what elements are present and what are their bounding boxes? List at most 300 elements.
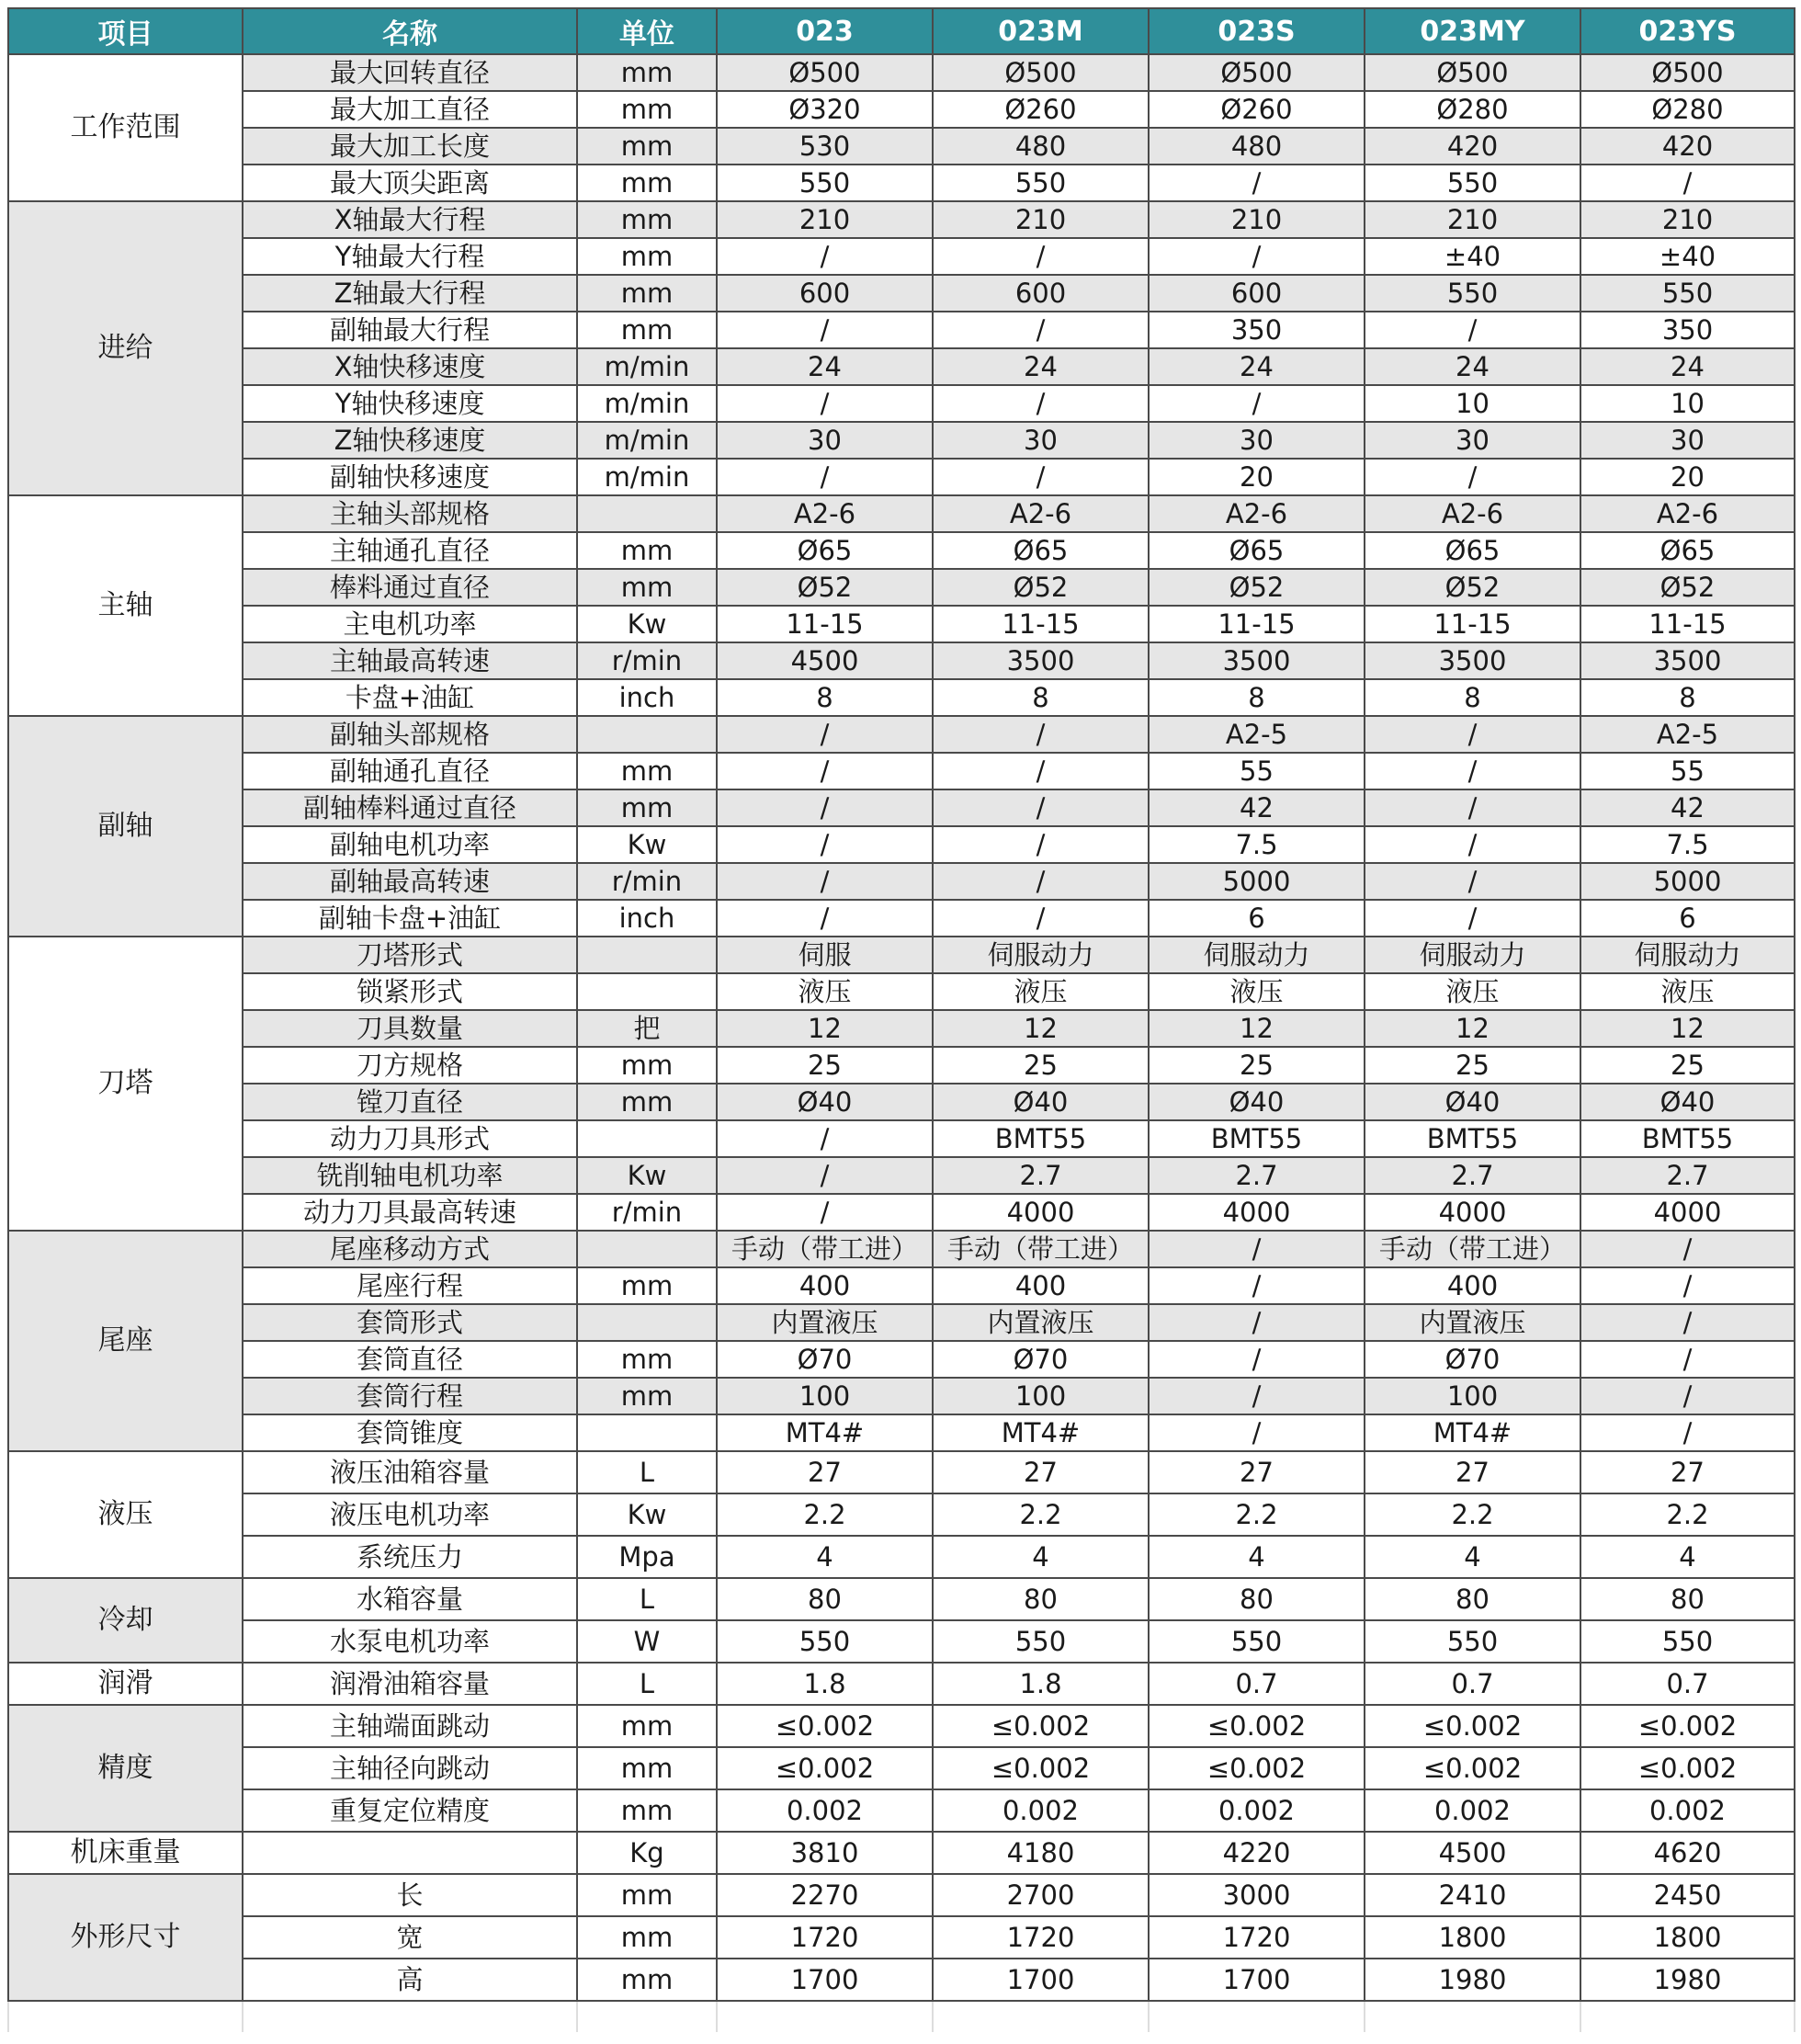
value-cell: / <box>717 459 933 495</box>
param-name: 刀塔形式 <box>243 937 577 973</box>
value-cell: 24 <box>717 348 933 385</box>
value-cell: Ø40 <box>1149 1084 1365 1120</box>
param-name: 主电机功率 <box>243 606 577 642</box>
value-cell: / <box>717 900 933 937</box>
value-cell: MT4# <box>717 1414 933 1451</box>
param-unit: mm <box>577 569 717 606</box>
table-row <box>8 569 1795 606</box>
value-cell: 液压 <box>1365 973 1580 1010</box>
param-name: 锁紧形式 <box>243 973 577 1010</box>
value-cell: 4500 <box>1365 1832 1580 1874</box>
value-cell: A2-6 <box>717 495 933 532</box>
value-cell: 4620 <box>1580 1832 1795 1874</box>
value-cell: 3000 <box>1149 1874 1365 1916</box>
value-cell: 12 <box>933 1010 1149 1047</box>
value-cell: 伺服动力 <box>1365 937 1580 973</box>
value-cell: 液压 <box>717 973 933 1010</box>
table-row <box>8 1536 1795 1578</box>
value-cell: 0.002 <box>1149 1789 1365 1832</box>
value-cell: 手动（带工进） <box>1365 1231 1580 1267</box>
value-cell: 1980 <box>1365 1959 1580 2001</box>
value-cell: Ø65 <box>1149 532 1365 569</box>
value-cell: 100 <box>933 1378 1149 1414</box>
value-cell: 3810 <box>717 1832 933 1874</box>
value-cell: 24 <box>1149 348 1365 385</box>
value-cell: Ø500 <box>933 54 1149 91</box>
empty-cell <box>717 2001 933 2032</box>
value-cell: / <box>1365 312 1580 348</box>
table-row <box>8 642 1795 679</box>
value-cell: Ø320 <box>717 91 933 128</box>
section-label: 液压 <box>8 1451 243 1578</box>
param-name: 尾座行程 <box>243 1267 577 1304</box>
value-cell: Ø52 <box>1149 569 1365 606</box>
value-cell: 30 <box>717 422 933 459</box>
value-cell: 1700 <box>1149 1959 1365 2001</box>
section-label: 机床重量 <box>8 1832 243 1874</box>
value-cell: 210 <box>1365 201 1580 238</box>
param-unit: mm <box>577 753 717 789</box>
value-cell: A2-6 <box>933 495 1149 532</box>
value-cell: 8 <box>1149 679 1365 716</box>
value-cell: 伺服动力 <box>1149 937 1365 973</box>
param-name: 系统压力 <box>243 1536 577 1578</box>
value-cell: Ø65 <box>1580 532 1795 569</box>
value-cell: 2.2 <box>933 1493 1149 1536</box>
value-cell: Ø65 <box>717 532 933 569</box>
value-cell: Ø40 <box>717 1084 933 1120</box>
empty-cell <box>1365 2001 1580 2032</box>
value-cell: ≤0.002 <box>1365 1705 1580 1747</box>
value-cell: Ø500 <box>1580 54 1795 91</box>
value-cell: 550 <box>1365 1620 1580 1663</box>
value-cell: 伺服 <box>717 937 933 973</box>
value-cell: 550 <box>717 165 933 201</box>
value-cell: Ø500 <box>717 54 933 91</box>
value-cell: ≤0.002 <box>933 1705 1149 1747</box>
value-cell: 2700 <box>933 1874 1149 1916</box>
value-cell: 24 <box>1580 348 1795 385</box>
spec-table <box>7 7 1795 2032</box>
param-name: 长 <box>243 1874 577 1916</box>
value-cell: 27 <box>1580 1451 1795 1493</box>
value-cell: 25 <box>1149 1047 1365 1084</box>
value-cell: 12 <box>1580 1010 1795 1047</box>
section-label: 外形尺寸 <box>8 1874 243 2001</box>
value-cell: 24 <box>933 348 1149 385</box>
value-cell: 25 <box>1580 1047 1795 1084</box>
value-cell: 2.7 <box>933 1157 1149 1194</box>
value-cell: 1800 <box>1580 1916 1795 1959</box>
table-row <box>8 1084 1795 1120</box>
param-unit: inch <box>577 679 717 716</box>
empty-cell <box>8 2001 243 2032</box>
param-unit: mm <box>577 1916 717 1959</box>
value-cell: 80 <box>717 1578 933 1620</box>
param-name: 液压油箱容量 <box>243 1451 577 1493</box>
param-name: Z轴最大行程 <box>243 275 577 312</box>
value-cell: / <box>1580 165 1795 201</box>
param-name: 刀具数量 <box>243 1010 577 1047</box>
value-cell: 4000 <box>933 1194 1149 1231</box>
table-row <box>8 165 1795 201</box>
param-name: 铣削轴电机功率 <box>243 1157 577 1194</box>
value-cell: / <box>933 789 1149 826</box>
value-cell: 4180 <box>933 1832 1149 1874</box>
value-cell: 7.5 <box>1149 826 1365 863</box>
value-cell: 42 <box>1149 789 1365 826</box>
param-unit: W <box>577 1620 717 1663</box>
value-cell: 550 <box>1149 1620 1365 1663</box>
table-row <box>8 238 1795 275</box>
value-cell: 4220 <box>1149 1832 1365 1874</box>
value-cell: 伺服动力 <box>1580 937 1795 973</box>
param-unit: mm <box>577 1267 717 1304</box>
param-unit: r/min <box>577 1194 717 1231</box>
param-name: X轴最大行程 <box>243 201 577 238</box>
value-cell: A2-5 <box>1580 716 1795 753</box>
value-cell: 4000 <box>1149 1194 1365 1231</box>
param-name: 副轴电机功率 <box>243 826 577 863</box>
param-unit: mm <box>577 128 717 165</box>
value-cell: ≤0.002 <box>1365 1747 1580 1789</box>
value-cell: Ø260 <box>933 91 1149 128</box>
section-label: 润滑 <box>8 1663 243 1705</box>
value-cell: Ø65 <box>1365 532 1580 569</box>
param-unit: mm <box>577 789 717 826</box>
value-cell: 210 <box>933 201 1149 238</box>
value-cell: 3500 <box>1365 642 1580 679</box>
value-cell: 4 <box>933 1536 1149 1578</box>
value-cell: / <box>933 900 1149 937</box>
param-unit: m/min <box>577 422 717 459</box>
value-cell: 27 <box>1149 1451 1365 1493</box>
value-cell: 11-15 <box>717 606 933 642</box>
value-cell: 0.002 <box>1580 1789 1795 1832</box>
value-cell: ≤0.002 <box>1149 1705 1365 1747</box>
value-cell: 液压 <box>1149 973 1365 1010</box>
value-cell: / <box>717 238 933 275</box>
param-name <box>243 1832 577 1874</box>
param-unit: mm <box>577 54 717 91</box>
table-row <box>8 385 1795 422</box>
param-name: 主轴最高转速 <box>243 642 577 679</box>
table-row <box>8 937 1795 973</box>
value-cell: 42 <box>1580 789 1795 826</box>
value-cell: / <box>1365 789 1580 826</box>
param-name: 副轴卡盘+油缸 <box>243 900 577 937</box>
value-cell: 2.7 <box>1365 1157 1580 1194</box>
param-name: 高 <box>243 1959 577 2001</box>
value-cell: 10 <box>1580 385 1795 422</box>
table-row <box>8 1874 1795 1916</box>
value-cell: / <box>717 863 933 900</box>
param-unit: mm <box>577 532 717 569</box>
param-unit: mm <box>577 91 717 128</box>
param-unit: mm <box>577 201 717 238</box>
value-cell: / <box>1149 238 1365 275</box>
value-cell: 1800 <box>1365 1916 1580 1959</box>
param-unit: Kw <box>577 1493 717 1536</box>
empty-cell <box>1580 2001 1795 2032</box>
value-cell: 8 <box>717 679 933 716</box>
empty-cell <box>1149 2001 1365 2032</box>
param-unit: r/min <box>577 863 717 900</box>
param-name: 动力刀具最高转速 <box>243 1194 577 1231</box>
table-row <box>8 973 1795 1010</box>
value-cell: 0.7 <box>1365 1663 1580 1705</box>
table-row <box>8 1747 1795 1789</box>
value-cell: 液压 <box>1580 973 1795 1010</box>
value-cell: 25 <box>1365 1047 1580 1084</box>
value-cell: 内置液压 <box>933 1304 1149 1341</box>
table-row <box>8 128 1795 165</box>
value-cell: / <box>1149 1414 1365 1451</box>
param-unit: Mpa <box>577 1536 717 1578</box>
value-cell: 30 <box>933 422 1149 459</box>
table-row <box>8 1010 1795 1047</box>
value-cell: ±40 <box>1580 238 1795 275</box>
param-unit: mm <box>577 312 717 348</box>
value-cell: / <box>1365 900 1580 937</box>
param-name: 润滑油箱容量 <box>243 1663 577 1705</box>
value-cell: 550 <box>1365 275 1580 312</box>
table-row <box>8 201 1795 238</box>
table-row <box>8 459 1795 495</box>
value-cell: 400 <box>717 1267 933 1304</box>
value-cell: / <box>717 1157 933 1194</box>
table-row <box>8 753 1795 789</box>
value-cell: 0.7 <box>1149 1663 1365 1705</box>
value-cell: / <box>1580 1304 1795 1341</box>
value-cell: 4500 <box>717 642 933 679</box>
param-name: 刀方规格 <box>243 1047 577 1084</box>
value-cell: 2.7 <box>1149 1157 1365 1194</box>
value-cell: 5000 <box>1149 863 1365 900</box>
header-row <box>8 8 1795 54</box>
value-cell: A2-6 <box>1149 495 1365 532</box>
value-cell: 210 <box>1149 201 1365 238</box>
value-cell: 550 <box>933 1620 1149 1663</box>
value-cell: 5000 <box>1580 863 1795 900</box>
value-cell: / <box>1149 1231 1365 1267</box>
value-cell: 1980 <box>1580 1959 1795 2001</box>
value-cell: / <box>1365 863 1580 900</box>
value-cell: 25 <box>717 1047 933 1084</box>
param-unit <box>577 1304 717 1341</box>
empty-cell <box>577 2001 717 2032</box>
table-row <box>8 1451 1795 1493</box>
value-cell: 350 <box>1580 312 1795 348</box>
param-unit: mm <box>577 1874 717 1916</box>
value-cell: 100 <box>1365 1378 1580 1414</box>
param-unit: mm <box>577 1705 717 1747</box>
value-cell: 2410 <box>1365 1874 1580 1916</box>
value-cell: 80 <box>1149 1578 1365 1620</box>
value-cell: 1.8 <box>717 1663 933 1705</box>
value-cell: 伺服动力 <box>933 937 1149 973</box>
value-cell: ≤0.002 <box>717 1747 933 1789</box>
param-name: 最大回转直径 <box>243 54 577 91</box>
value-cell: / <box>1149 1341 1365 1378</box>
value-cell: / <box>717 826 933 863</box>
param-name: 重复定位精度 <box>243 1789 577 1832</box>
param-unit: m/min <box>577 385 717 422</box>
value-cell: Ø40 <box>1365 1084 1580 1120</box>
value-cell: ≤0.002 <box>1580 1747 1795 1789</box>
value-cell: / <box>1149 165 1365 201</box>
value-cell: 30 <box>1365 422 1580 459</box>
header-model-023s: 023S <box>1149 8 1365 54</box>
value-cell: / <box>933 385 1149 422</box>
value-cell: 6 <box>1580 900 1795 937</box>
param-name: 套筒直径 <box>243 1341 577 1378</box>
param-name: 主轴通孔直径 <box>243 532 577 569</box>
table-row <box>8 1493 1795 1536</box>
param-name: 套筒行程 <box>243 1378 577 1414</box>
table-row <box>8 312 1795 348</box>
table-row <box>8 1789 1795 1832</box>
table-row <box>8 1663 1795 1705</box>
param-unit <box>577 937 717 973</box>
empty-cell <box>933 2001 1149 2032</box>
param-unit: mm <box>577 1959 717 2001</box>
value-cell: / <box>1365 716 1580 753</box>
value-cell: 3500 <box>1149 642 1365 679</box>
value-cell: BMT55 <box>933 1120 1149 1157</box>
value-cell: 11-15 <box>1580 606 1795 642</box>
table-row <box>8 91 1795 128</box>
param-name: Z轴快移速度 <box>243 422 577 459</box>
param-unit: L <box>577 1663 717 1705</box>
param-name: 尾座移动方式 <box>243 1231 577 1267</box>
table-row <box>8 1304 1795 1341</box>
table-row <box>8 1267 1795 1304</box>
param-unit: mm <box>577 238 717 275</box>
value-cell: Ø280 <box>1365 91 1580 128</box>
value-cell: / <box>717 1194 933 1231</box>
value-cell: ≤0.002 <box>1149 1747 1365 1789</box>
param-name: 卡盘+油缸 <box>243 679 577 716</box>
value-cell: / <box>1365 459 1580 495</box>
section-label: 冷却 <box>8 1578 243 1663</box>
param-unit <box>577 1414 717 1451</box>
value-cell: 1720 <box>717 1916 933 1959</box>
value-cell: 55 <box>1149 753 1365 789</box>
empty-row <box>8 2001 1795 2032</box>
value-cell: BMT55 <box>1149 1120 1365 1157</box>
value-cell: 24 <box>1365 348 1580 385</box>
value-cell: 30 <box>1149 422 1365 459</box>
value-cell: / <box>1149 385 1365 422</box>
value-cell: 480 <box>1149 128 1365 165</box>
param-unit: 把 <box>577 1010 717 1047</box>
value-cell: A2-6 <box>1580 495 1795 532</box>
param-name: 水泵电机功率 <box>243 1620 577 1663</box>
param-unit <box>577 716 717 753</box>
value-cell: 350 <box>1149 312 1365 348</box>
table-row <box>8 1378 1795 1414</box>
value-cell: Ø40 <box>933 1084 1149 1120</box>
value-cell: 2.7 <box>1580 1157 1795 1194</box>
value-cell: 550 <box>1580 275 1795 312</box>
value-cell: Ø70 <box>1365 1341 1580 1378</box>
param-unit: Kw <box>577 606 717 642</box>
value-cell: / <box>1149 1267 1365 1304</box>
value-cell: 20 <box>1580 459 1795 495</box>
table-row <box>8 716 1795 753</box>
value-cell: A2-6 <box>1365 495 1580 532</box>
table-row <box>8 1047 1795 1084</box>
section-label: 进给 <box>8 201 243 495</box>
header-name: 名称 <box>243 8 577 54</box>
table-row <box>8 789 1795 826</box>
value-cell: 600 <box>717 275 933 312</box>
value-cell: 手动（带工进） <box>717 1231 933 1267</box>
value-cell: 6 <box>1149 900 1365 937</box>
value-cell: 210 <box>717 201 933 238</box>
param-name: 最大加工直径 <box>243 91 577 128</box>
table-row <box>8 1620 1795 1663</box>
param-name: 副轴头部规格 <box>243 716 577 753</box>
value-cell: 8 <box>1365 679 1580 716</box>
value-cell: 1720 <box>1149 1916 1365 1959</box>
value-cell: / <box>1580 1231 1795 1267</box>
param-name: 水箱容量 <box>243 1578 577 1620</box>
section-label: 精度 <box>8 1705 243 1832</box>
value-cell: 2.2 <box>1365 1493 1580 1536</box>
value-cell: 4000 <box>1365 1194 1580 1231</box>
value-cell: / <box>933 716 1149 753</box>
param-unit: mm <box>577 165 717 201</box>
value-cell: 20 <box>1149 459 1365 495</box>
value-cell: ≤0.002 <box>717 1705 933 1747</box>
value-cell: / <box>717 753 933 789</box>
param-unit: inch <box>577 900 717 937</box>
table-row <box>8 1231 1795 1267</box>
value-cell: / <box>717 312 933 348</box>
value-cell: 12 <box>1149 1010 1365 1047</box>
value-cell: 27 <box>717 1451 933 1493</box>
value-cell: 30 <box>1580 422 1795 459</box>
param-unit <box>577 495 717 532</box>
empty-cell <box>243 2001 577 2032</box>
value-cell: 7.5 <box>1580 826 1795 863</box>
value-cell: / <box>933 826 1149 863</box>
value-cell: 480 <box>933 128 1149 165</box>
value-cell: / <box>933 459 1149 495</box>
value-cell: 液压 <box>933 973 1149 1010</box>
param-unit: Kw <box>577 1157 717 1194</box>
value-cell: 80 <box>1365 1578 1580 1620</box>
table-row <box>8 1959 1795 2001</box>
value-cell: / <box>933 238 1149 275</box>
param-unit: L <box>577 1578 717 1620</box>
table-row <box>8 826 1795 863</box>
param-unit <box>577 1120 717 1157</box>
header-model-023my: 023MY <box>1365 8 1580 54</box>
param-unit: r/min <box>577 642 717 679</box>
table-row <box>8 1578 1795 1620</box>
value-cell: / <box>717 1120 933 1157</box>
param-name: 主轴径向跳动 <box>243 1747 577 1789</box>
value-cell: 550 <box>1580 1620 1795 1663</box>
table-row <box>8 1414 1795 1451</box>
section-label: 副轴 <box>8 716 243 937</box>
value-cell: 4000 <box>1580 1194 1795 1231</box>
value-cell: / <box>717 716 933 753</box>
param-unit: mm <box>577 275 717 312</box>
